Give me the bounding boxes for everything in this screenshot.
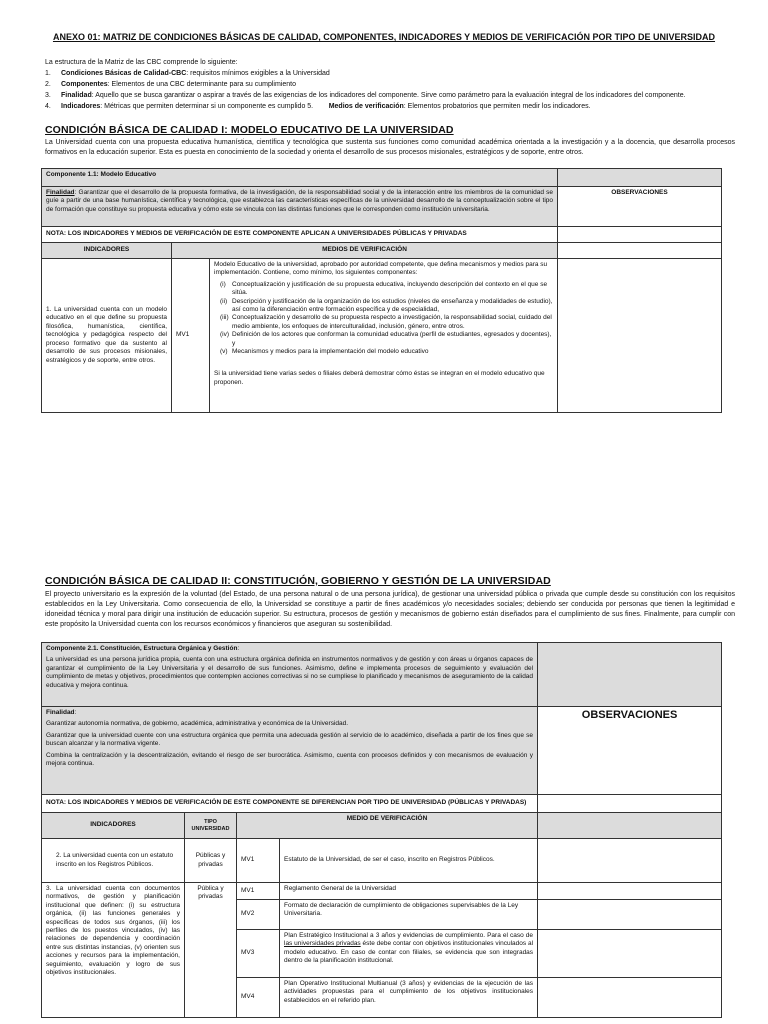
- tipo-cell: Públicas y privadas: [185, 839, 237, 883]
- empty-cell: [538, 795, 722, 813]
- component-text: La universidad es una persona jurídica propia, cuenta con una estructura orgánica definida en instrumentos normativos y de gestión y con áreas u órganos capaces de garantizar el cumplimiento de la Ley Universitaria y el desarrollo de sus funciones. Asimismo, define e implementa procesos de seguimiento y evaluación del cumplimiento de metas y objetivos, procedimientos que contemplen acciones correctivas si no se cumpliese lo planificado y mecanismos de aseguramiento de la calidad educativa y mejora continua.: [46, 656, 534, 689]
- item-number: 1.: [45, 70, 51, 77]
- observaciones-header: OBSERVACIONES: [538, 707, 722, 795]
- item-text: : Aquello que se busca garantizar o aspirar a través de las exigencias de los indicadores del componente. Sirve como parámetro para la evaluación integral de los indicadores del componente.: [91, 92, 686, 99]
- item-text: : Elementos de una CBC determinante para su cumplimiento: [107, 81, 296, 88]
- empty-cell: [538, 930, 722, 978]
- component-cell: Componente 2.1. Constitución, Estructura Orgánica y Gestión: La universidad es una persona jurídica propia, cuenta con una estructura orgánica definida en instrumentos normativos y de gestión y con áreas u órganos capaces de garantizar el cumplimiento de la Ley Universitaria y el desarrollo de sus funciones. Asimismo, define e implementa procesos de seguimiento y evaluación del cumplimiento de metas y objetivos, procedimientos que contemplen acciones correctivas si no se cumpliese lo planificado y mecanismos de aseguramiento de la calidad educativa y mejora continua.: [42, 643, 538, 707]
- mv-text: Estatuto de la Universidad, de ser el caso, inscrito en Registros Públicos.: [280, 839, 538, 883]
- empty-cell: [558, 259, 722, 413]
- item-marker: (iii): [220, 314, 229, 322]
- item-term: Componentes: [61, 81, 108, 88]
- component-title: Componente 1.1: Modelo Educativo: [42, 169, 558, 187]
- nota-cell: NOTA: LOS INDICADORES Y MEDIOS DE VERIFICACIÓN DE ESTE COMPONENTE SE DIFERENCIAN POR TIPO DE UNIVERSIDAD (PÚBLICAS Y PRIVADAS): [42, 795, 538, 813]
- list-item: [220, 348, 553, 356]
- item-marker: (i): [220, 280, 226, 288]
- intro-item: [45, 101, 735, 112]
- item-term: Finalidad: [61, 92, 92, 99]
- item-text: Conceptualización y justificación de su propuesta educativa, incluyendo descripción del contexto en el que se sitúa.: [232, 280, 548, 297]
- indicator-2: 2. La universidad cuenta con un estatuto inscrito en los Registros Públicos.: [42, 839, 185, 883]
- mv-text-part: Plan Estratégico Institucional a 3 años y evidencias de cumplimiento. Para el caso de: [284, 932, 534, 939]
- medio-header: MEDIO DE VERIFICACIÓN: [237, 813, 538, 839]
- empty-cell: [538, 900, 722, 930]
- list-item: [220, 331, 553, 348]
- item-text: Descripción y justificación de la organización de los estudios (niveles de enseñanza y modalidades de estudio), así como la diferenciación entre formación específica y de especialidad,: [232, 297, 553, 314]
- empty-cell: [538, 813, 722, 839]
- intro-item: [45, 68, 735, 79]
- mv-text: Reglamento General de la Universidad: [280, 883, 538, 900]
- list-item: [220, 281, 553, 298]
- empty-cell: [558, 243, 722, 259]
- mv-code: MV3: [237, 930, 280, 978]
- finalidad-text: Combina la centralización y la descentralización, evitando el riesgo de ser burocrática. Asimismo, cuenta con procesos definidos y con mecanismos de evaluación y mejora continua.: [46, 751, 534, 768]
- intro-list: [45, 57, 735, 112]
- observaciones-header: OBSERVACIONES: [558, 187, 722, 227]
- finalidad-text: Garantizar que la universidad cuente con una estructura orgánica que permita una adecuada gestión al servicio de lo académico, diseñada a partir de los fines que se buscan alcanzar y la normativa vigente.: [46, 731, 534, 748]
- item-term: Medios de verificación: [328, 103, 404, 110]
- intro-item: [45, 79, 735, 90]
- item-number: 4.: [45, 103, 51, 110]
- intro-lead: La estructura de la Matriz de las CBC comprende lo siguiente:: [45, 59, 238, 66]
- mv-component-list: [214, 281, 553, 357]
- cbc2-paragraph: El proyecto universitario es la expresión de la voluntad (del Estado, de una persona natural o de una persona jurídica), de gestionar una universidad pública o privada que cumple desde su constitución con los requisitos establecidos en la Ley Universitaria. Como consecuencia de ello, la Universidad se constituye a partir de fines académicos y/o necesidades sociales; debiendo ser conducida por personas que tienen la legitimidad e idoneidad técnica y moral para dirigir una institución de educación superior. Su estructura, procesos de gestión y mecanismos de gobierno están diseñados para el cumplimiento de sus fines. Finalmente, para cumplir con este propósito la Universidad cuenta con los recursos económicos y financieros que aseguran su sostenibilidad.: [45, 591, 735, 628]
- item-term: Condiciones Básicas de Calidad-CBC: [61, 70, 187, 77]
- item-text: Conceptualización y desarrollo de su propuesta respecto a investigación, la responsabilidad social, cuidado del medio ambiente, los enfoques de interculturalidad, inclusión, género, entre otros.: [232, 314, 552, 330]
- empty-cell: [538, 839, 722, 883]
- medios-header: MEDIOS DE VERIFICACIÓN: [172, 243, 558, 259]
- item-marker: (v): [220, 348, 228, 356]
- finalidad-cell: Finalidad: Garantizar autonomía normativa, de gobierno, académica, administrativa y económica de la Universidad. Garantizar que la universidad cuente con una estructura orgánica que permita una adecuada gestión al servicio de lo académico, diseñada a partir de los fines que se buscan alcanzar y la normativa vigente. Combina la centralización y la descentralización, evitando el riesgo de ser burocrática. Asimismo, cuenta con procesos definidos y con mecanismos de evaluación y mejora continua.: [42, 707, 538, 795]
- finalidad-label: Finalidad: [46, 709, 75, 716]
- empty-cell: [538, 978, 722, 1018]
- indicator-1: 1. La universidad cuenta con un modelo educativo en el que define su propuesta filosófica, humanística, científica, tecnológica y pedagógica respecto del proceso formativo que da sustento al desarrollo de sus procesos misionales, estratégicos y de soporte, entre otros.: [42, 259, 172, 413]
- cbc2-table: [41, 642, 722, 1018]
- mv-note: Si la universidad tiene varias sedes o filiales deberá demostrar cómo éstas se integran en el modelo educativo que proponen.: [214, 370, 545, 386]
- document-title: ANEXO 01: MATRIZ DE CONDICIONES BÁSICAS DE CALIDAD, COMPONENTES, INDICADORES Y MEDIOS DE VERIFICACIÓN POR TIPO DE UNIVERSIDAD: [52, 32, 716, 42]
- empty-cell: [538, 883, 722, 900]
- item-marker: (ii): [220, 297, 228, 305]
- item-marker: (iv): [220, 331, 230, 339]
- list-item: [220, 298, 553, 315]
- component-title: Componente 2.1. Constitución, Estructura Orgánica y Gestión: [46, 645, 238, 652]
- indicator-3: 3. La universidad cuenta con documentos normativos, de gestión y planificación institucional que definen: (i) su estructura orgánica, (ii) las funciones generales y específicas de todos sus órganos, (iii) los perfiles de los puestos vinculados, (iv) las relaciones de dependencia y coordinación entre sus distintas instancias, (v) orienten sus acciones y recursos para la implementación, seguimiento, evaluación y logro de sus objetivos institucionales.: [42, 883, 185, 1018]
- mv-code: MV2: [237, 900, 280, 930]
- finalidad-text: : Garantizar que el desarrollo de la propuesta formativa, de la investigación, de la responsabilidad social y de la interacción entre los miembros de la comunidad se guíe a partir de una base humanística, científica y tecnológica, que establezca las características específicas de la universidad desarrollo de la conceptualización sobre el tipo de formación que constituye su propuesta educativa y cómo este se vincula con las distintas funciones que le corresponden como institución universitaria.: [46, 189, 553, 213]
- item-text: Definición de los actores que conforman la comunidad educativa (perfil de estudiantes, egresados y docentes), y: [232, 331, 552, 347]
- mv-code: MV1: [237, 839, 280, 883]
- mv-text-part: éste debe contar con objetivos institucionales vinculados al modelo educativo. En caso de contar con filiales, se evidencia que son integradas dentro de la planificación institucional.: [284, 940, 534, 965]
- cbc1-paragraph: La Universidad cuenta con una propuesta educativa humanística, científica y tecnológica que sustenta sus funciones como comunidad académica orientada a la investigación y a la docencia, que desarrolla procesos formativos en la educación superior. Esta es puesta en conocimiento de la sociedad y orienta el desarrollo de sus procesos misionales, estratégicos y de soporte, entre otros.: [45, 139, 735, 156]
- indicadores-header: INDICADORES: [42, 813, 185, 839]
- nota-cell: NOTA: LOS INDICADORES Y MEDIOS DE VERIFICACIÓN DE ESTE COMPONENTE APLICAN A UNIVERSIDADES PÚBLICAS Y PRIVADAS: [42, 227, 558, 243]
- intro-item: [45, 90, 735, 101]
- indicadores-header: INDICADORES: [42, 243, 172, 259]
- cbc2-heading: CONDICIÓN BÁSICA DE CALIDAD II: CONSTITUCIÓN, GOBIERNO Y GESTIÓN DE LA UNIVERSIDAD: [45, 575, 551, 587]
- tipo-cell: Pública y privadas: [185, 883, 237, 1018]
- mv-text: Formato de declaración de cumplimiento de obligaciones supervisables de la Ley Universitaria.: [280, 900, 538, 930]
- empty-cell: [558, 169, 722, 187]
- finalidad-label: Finalidad: [46, 189, 75, 196]
- item-text: Mecanismos y medios para la implementación del modelo educativo: [232, 348, 429, 356]
- mv-intro: Modelo Educativo de la universidad, aprobado por autoridad competente, que defina mecanismos y medios para su implementación. Contiene, como mínimo, los siguientes componentes:: [214, 261, 548, 277]
- item-term: Indicadores: [61, 103, 101, 110]
- item-text: : Elementos probatorios que permiten medir los indicadores.: [403, 103, 591, 110]
- finalidad-text: Garantizar autonomía normativa, de gobierno, académica, administrativa y económica de la Universidad.: [46, 720, 349, 728]
- finalidad-cell: [42, 187, 558, 227]
- underlined-text: las universidades privadas: [284, 940, 361, 948]
- item-text: : requisitos mínimos exigibles a la Universidad: [186, 70, 330, 77]
- mv-text: [280, 930, 538, 978]
- mv-description: [210, 259, 558, 413]
- mv-code: MV1: [237, 883, 280, 900]
- item-number: 3.: [45, 92, 51, 99]
- item-number: 2.: [45, 81, 51, 88]
- empty-cell: [558, 227, 722, 243]
- mv-text: Plan Operativo Institucional Multianual (3 años) y evidencias de la ejecución de las actividades propuestas para el cumplimiento de los objetivos institucionales establecidos en el referido plan.: [280, 978, 538, 1018]
- list-item: [220, 314, 553, 331]
- cbc1-table: [41, 168, 722, 413]
- item-text: : Métricas que permiten determinar si un componente es cumplido 5.: [100, 103, 314, 110]
- empty-cell: [538, 643, 722, 707]
- mv-code: MV1: [172, 259, 210, 413]
- cbc1-heading: CONDICIÓN BÁSICA DE CALIDAD I: MODELO EDUCATIVO DE LA UNIVERSIDAD: [45, 124, 454, 136]
- tipo-header: TIPO UNIVERSIDAD: [185, 813, 237, 839]
- mv-code: MV4: [237, 978, 280, 1018]
